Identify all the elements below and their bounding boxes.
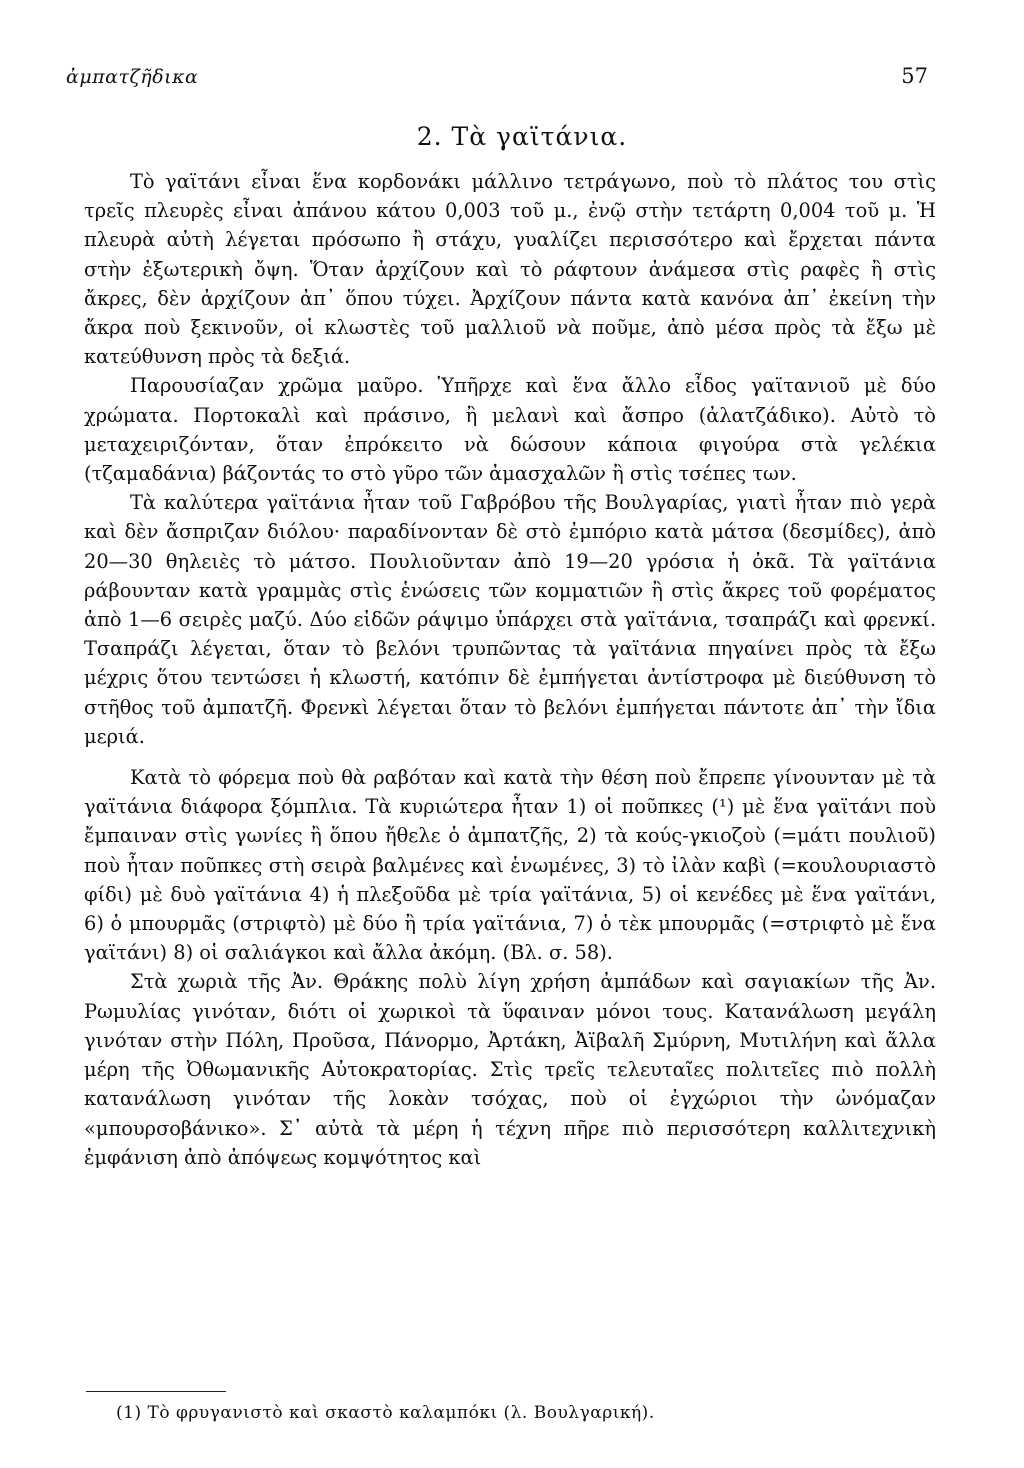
paragraph: Τὸ γαϊτάνι εἶναι ἕνα κορδονάκι μάλλινο τετράγωνο, ποὺ τὸ πλάτος του στὶς τρεῖς πλευρὲς εἶναι ἀπάνου κάτου 0,003 τοῦ μ., ἐνῷ στὴν τετάρτη 0,004 τοῦ μ. Ἡ πλευρὰ αὐτὴ λέγεται πρόσωπο ἢ στάχυ, γυαλίζει περισσότερο καὶ ἔρχεται πάντα στὴν ἐξωτερικὴ ὄψη. Ὅταν ἀρχίζουν καὶ τὸ ράφτουν ἀνάμεσα στὶς ραφὲς ἢ στὶς ἄκρες, δὲν ἀρχίζουν ἀπ᾿ ὅπου τύχει. Ἀρχίζουν πάντα κατὰ κανόνα ἀπ᾿ ἐκείνη τὴν ἄκρα ποὺ ξεκινοῦν, οἱ κλωστὲς τοῦ μαλλιοῦ νὰ ποῦμε, ἀπὸ μέσα πρὸς τὰ ἔξω μὲ κατεύθυνση πρὸς τὰ δεξιά. bbox=[84, 170, 936, 369]
paragraph: Κατὰ τὸ φόρεμα ποὺ θὰ ραβόταν καὶ κατὰ τὴν θέση ποὺ ἔπρεπε γίνουνταν μὲ τὰ γαϊτάνια διάφορα ξόμπλια. Τὰ κυριώτερα ἦταν 1) οἱ ποῦπκες (¹) μὲ ἕνα γαϊτάνι ποὺ ἔμπαιναν στὶς γωνίες ἢ ὅπου ἤθελε ὁ ἀμπατζῆς, 2) τὰ κούς-γκιοζοὺ (=μάτι πουλιοῦ) ποὺ ἦταν ποῦπκες στὴ σειρὰ βαλμένες καὶ ἑνωμένες, 3) τὸ ἰλὰν καβὶ (=κουλουριαστὸ φίδι) μὲ δυὸ γαϊτάνια 4) ἡ πλεξοῦδα μὲ τρία γαϊτάνια, 5) οἱ κενέδες μὲ ἕνα γαϊτάνι, 6) ὁ μπουρμᾶς (στριφτὸ) μὲ δύο ἢ τρία γαϊτάνια, 7) ὁ τὲκ μπουρμᾶς (=στριφτὸ μὲ ἕνα γαϊτάνι) 8) οἱ σαλιάγκοι καὶ ἄλλα ἀκόμη. (Βλ. σ. 58). bbox=[84, 766, 936, 965]
paragraph: Τὰ καλύτερα γαϊτάνια ἦταν τοῦ Γαβρόβου τῆς Βουλγαρίας, γιατὶ ἦταν πιὸ γερὰ καὶ δὲν ἄσπριζαν διόλου· παραδίνονταν δὲ στὸ ἐμπόριο κατὰ μάτσα (δεσμίδες), ἀπὸ 20—30 θηλειὲς τὸ μάτσο. Πουλιοῦνταν ἀπὸ 19—20 γρόσια ἡ ὀκᾶ. Τὰ γαϊτάνια ράβουνταν κατὰ γραμμὰς στὶς ἑνώσεις τῶν κομματιῶν ἢ στὶς ἄκρες τοῦ φορέματος ἀπὸ 1—6 σειρὲς μαζύ. Δύο εἰδῶν ράψιμο ὑπάρχει στὰ γαϊτάνια, τσαπράζι καὶ φρενκί. Τσαπράζι λέγεται, ὅταν τὸ βελόνι τρυπῶντας τὰ γαϊτάνια πηγαίνει πρὸς τὰ ἔξω μέχρις ὅτου τεντώσει ἡ κλωστή, κατόπιν δὲ ἐμπήγεται ἀντίστροφα μὲ διεύθυνση τὸ στῆθος τοῦ ἀμπατζῆ. Φρενκὶ λέγεται ὅταν τὸ βελόνι ἐμπήγεται πάντοτε ἀπ᾿ τὴν ἴδια μεριά. bbox=[84, 491, 936, 748]
paragraph: Στὰ χωριὰ τῆς Ἀν. Θράκης πολὺ λίγη χρήση ἀμπάδων καὶ σαγιακίων τῆς Ἀν. Ρωμυλίας γινόταν, διότι οἱ χωρικοὶ τὰ ὕφαιναν μόνοι τους. Κατανάλωση μεγάλη γινόταν στὴν Πόλη, Προῦσα, Πάνορμο, Ἀρτάκη, Ἀϊβαλῆ Σμύρνη, Μυτιλήνη καὶ ἄλλα μέρη τῆς Ὀθωμανικῆς Αὐτοκρατορίας. Στὶς τρεῖς τελευταῖες πολιτεῖες πιὸ πολλὴ κατανάλωση γινόταν τῆς λοκὰν τσόχας, ποὺ οἱ ἐγχώριοι τὴν ὠνόμαζαν «μπουρσοβάνικο». Σ᾿ αὐτὰ τὰ μέρη ἡ τέχνη πῆρε πιὸ περισσότερη καλλιτεχνικὴ ἐμφάνιση ἀπὸ ἀπόψεως κομψότητος καὶ bbox=[84, 970, 936, 1169]
section-title: 2. Τὰ γαϊτάνια. bbox=[416, 122, 628, 151]
footnote-divider bbox=[86, 1391, 226, 1392]
footnote: (1) Τὸ φρυγανιστὸ καὶ σκαστὸ καλαμπόκι (λ. Βουλγαρική). bbox=[116, 1403, 655, 1423]
page-number: 57 bbox=[901, 64, 928, 88]
body-text bbox=[84, 167, 936, 1172]
paragraph: Παρουσίαζαν χρῶμα μαῦρο. Ὑπῆρχε καὶ ἕνα ἄλλο εἶδος γαϊτανιοῦ μὲ δύο χρώματα. Πορτοκαλὶ καὶ πράσινο, ἢ μελανὶ καὶ ἄσπρο (ἀλατζάδικο). Αὐτὸ τὸ μεταχειριζόνταν, ὅταν ἐπρόκειτο νὰ δώσουν κάποια φιγούρα στὰ γελέκια (τζαμαδάνια) βάζοντάς το στὸ γῦρο τῶν ἀμασχαλῶν ἢ στὶς τσέπες των. bbox=[84, 374, 936, 486]
running-head: ἀμπατζῆδικα bbox=[66, 66, 199, 88]
